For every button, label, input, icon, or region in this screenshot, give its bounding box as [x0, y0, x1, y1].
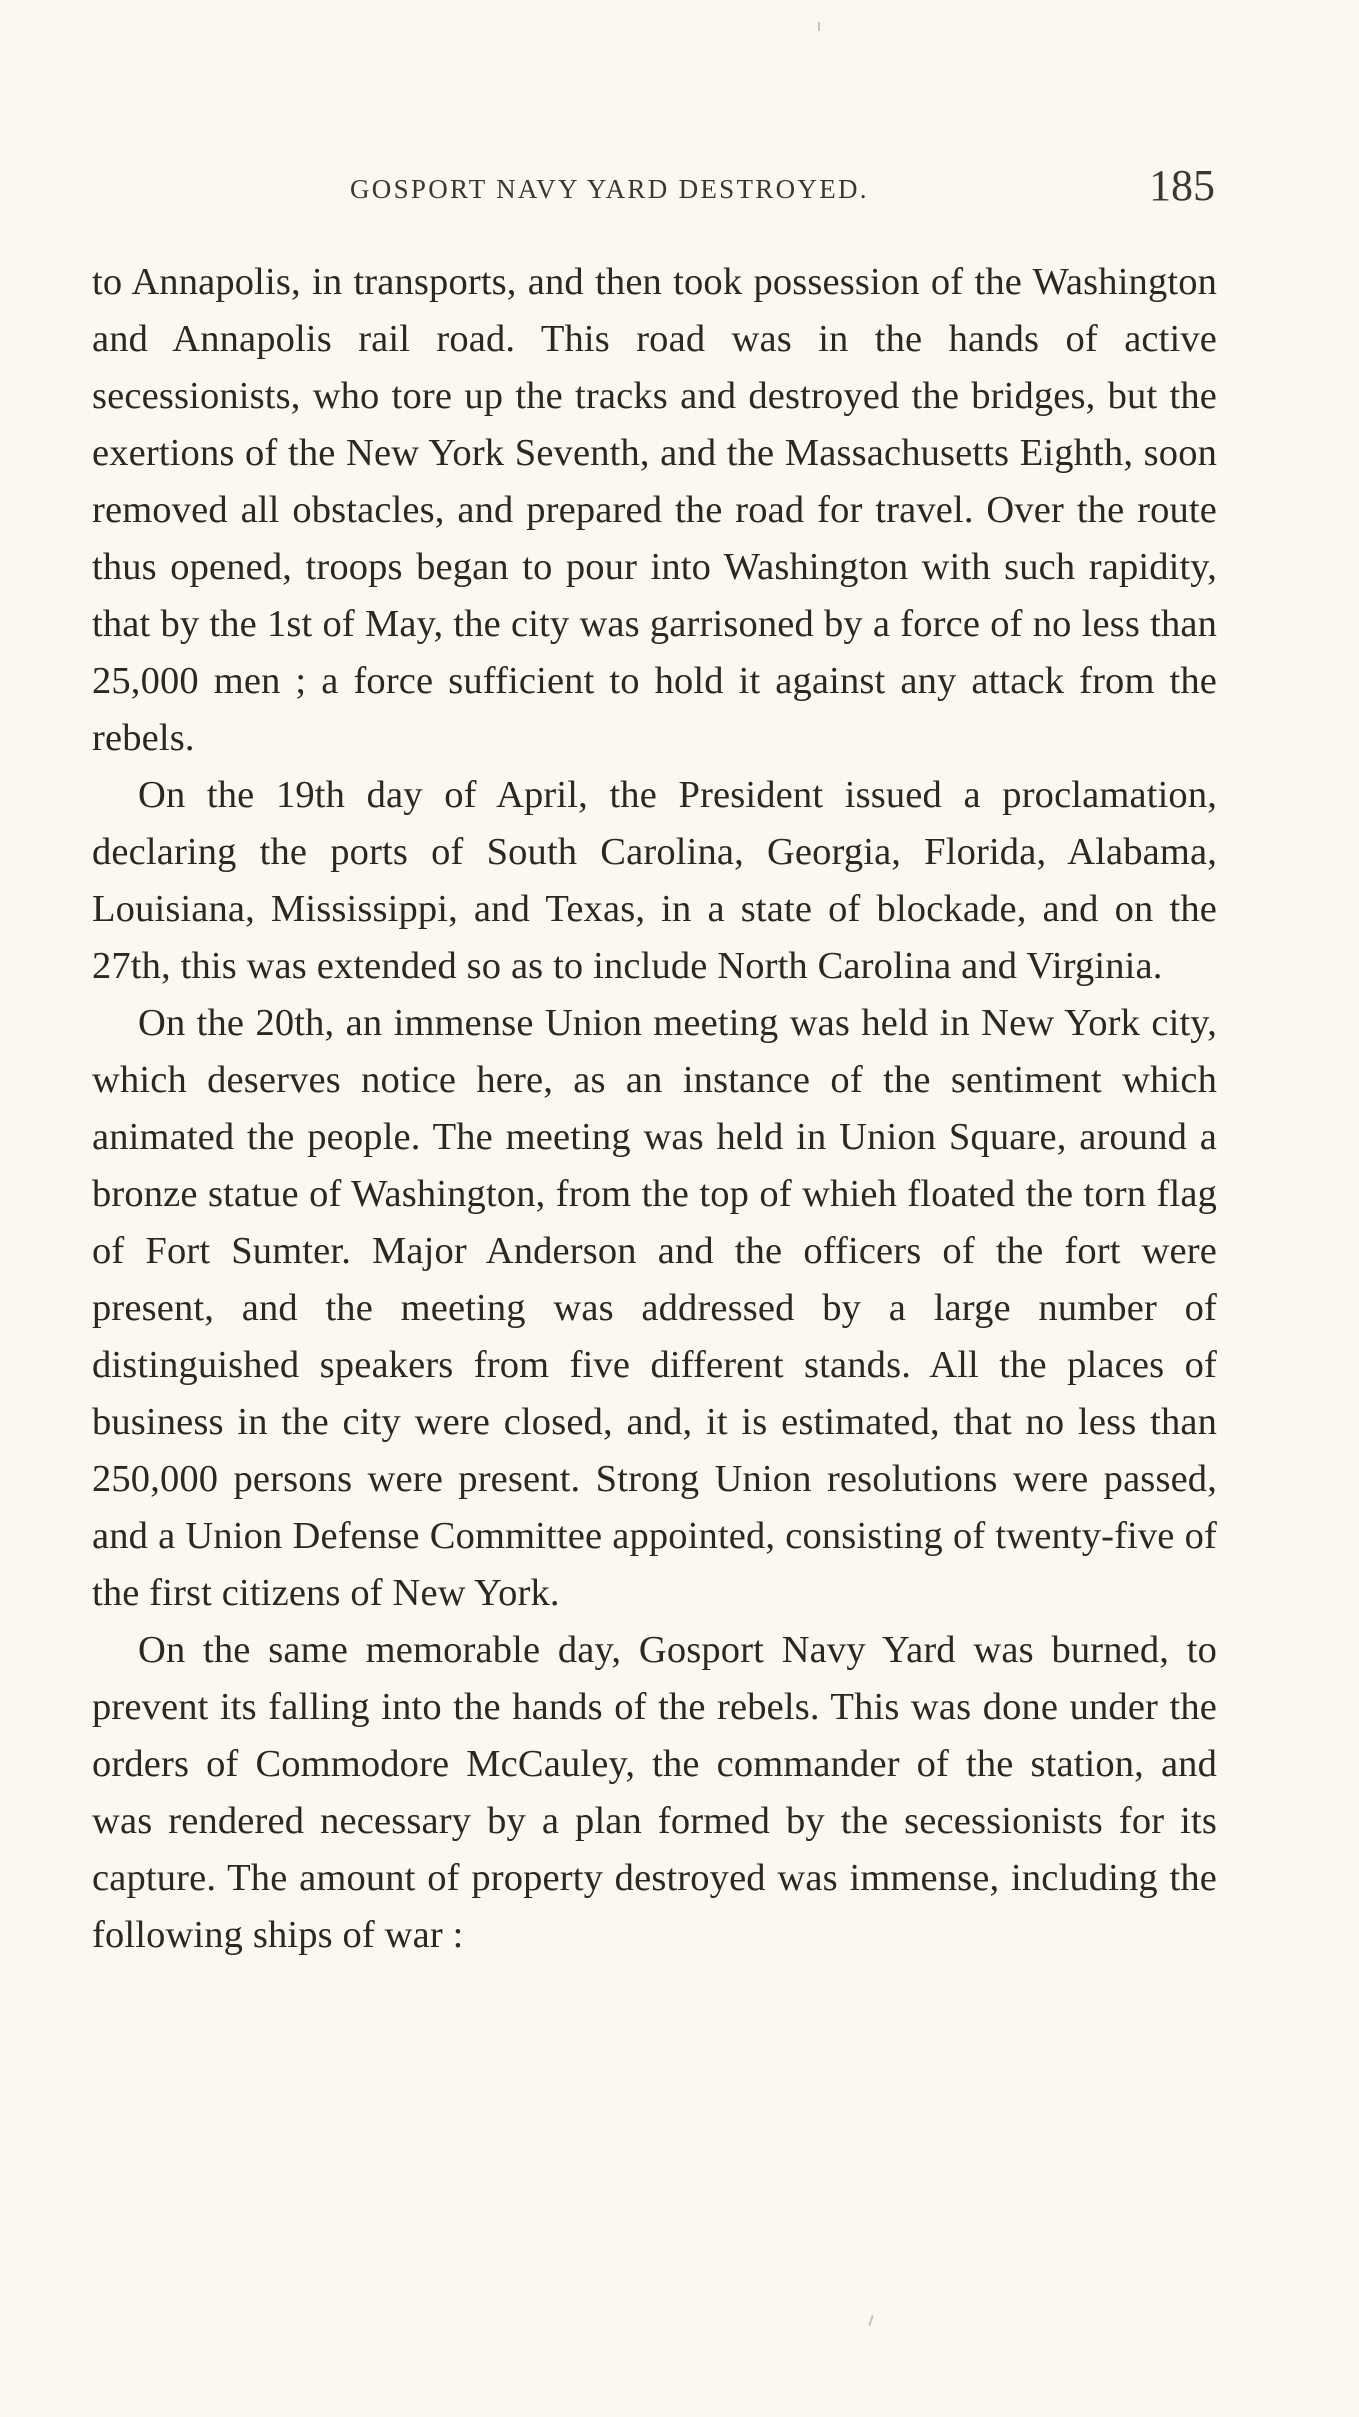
- body-text: [92, 254, 1217, 1964]
- paper-speck: [818, 22, 820, 31]
- running-head: GOSPORT NAVY YARD DESTROYED.: [350, 174, 869, 204]
- page-number: 185: [1149, 161, 1215, 210]
- page-header: [350, 160, 1215, 220]
- paper-speck: [868, 2315, 873, 2326]
- paragraph-union-meeting: On the 20th, an immense Union meeting was held in New York city, which deserves notice here, as an instance of the sentiment which animated the people. The meeting was held in Union Square, around a bronze statue of Washington, from the top of whieh floated the torn flag of Fort Sumter. Major Anderson and the officers of the fort were present, and the meeting was addressed by a large number of distinguished speakers from five different stands. All the places of business in the city were closed, and, it is estimated, that no less than 250,000 persons were present. Strong Union resolutions were passed, and a Union Defense Committee appointed, consisting of twenty-five of the first citizens of New York.: [92, 1002, 1217, 1614]
- paragraph-continuation: to Annapolis, in transports, and then took possession of the Washington and Annapolis rail road. This road was in the hands of active secessionists, who tore up the tracks and destroyed the bridges, but the exertions of the New York Seventh, and the Massachusetts Eighth, soon removed all obstacles, and prepared the road for travel. Over the route thus opened, troops began to pour into Washington with such rapidity, that by the 1st of May, the city was garrisoned by a force of no less than 25,000 men ; a force sufficient to hold it against any attack from the rebels.: [92, 261, 1217, 759]
- paragraph-proclamation: On the 19th day of April, the President issued a proclamation, declaring the ports of South Carolina, Georgia, Florida, Alabama, Louisiana, Mississippi, and Texas, in a state of blockade, and on the 27th, this was extended so as to include North Carolina and Virginia.: [92, 774, 1217, 987]
- paragraph-gosport-navy-yard: On the same memorable day, Gosport Navy Yard was burned, to prevent its falling into the hands of the rebels. This was done under the orders of Commodore McCauley, the commander of the station, and was rendered necessary by a plan formed by the secessionists for its capture. The amount of property destroyed was immense, including the following ships of war :: [92, 1629, 1217, 1956]
